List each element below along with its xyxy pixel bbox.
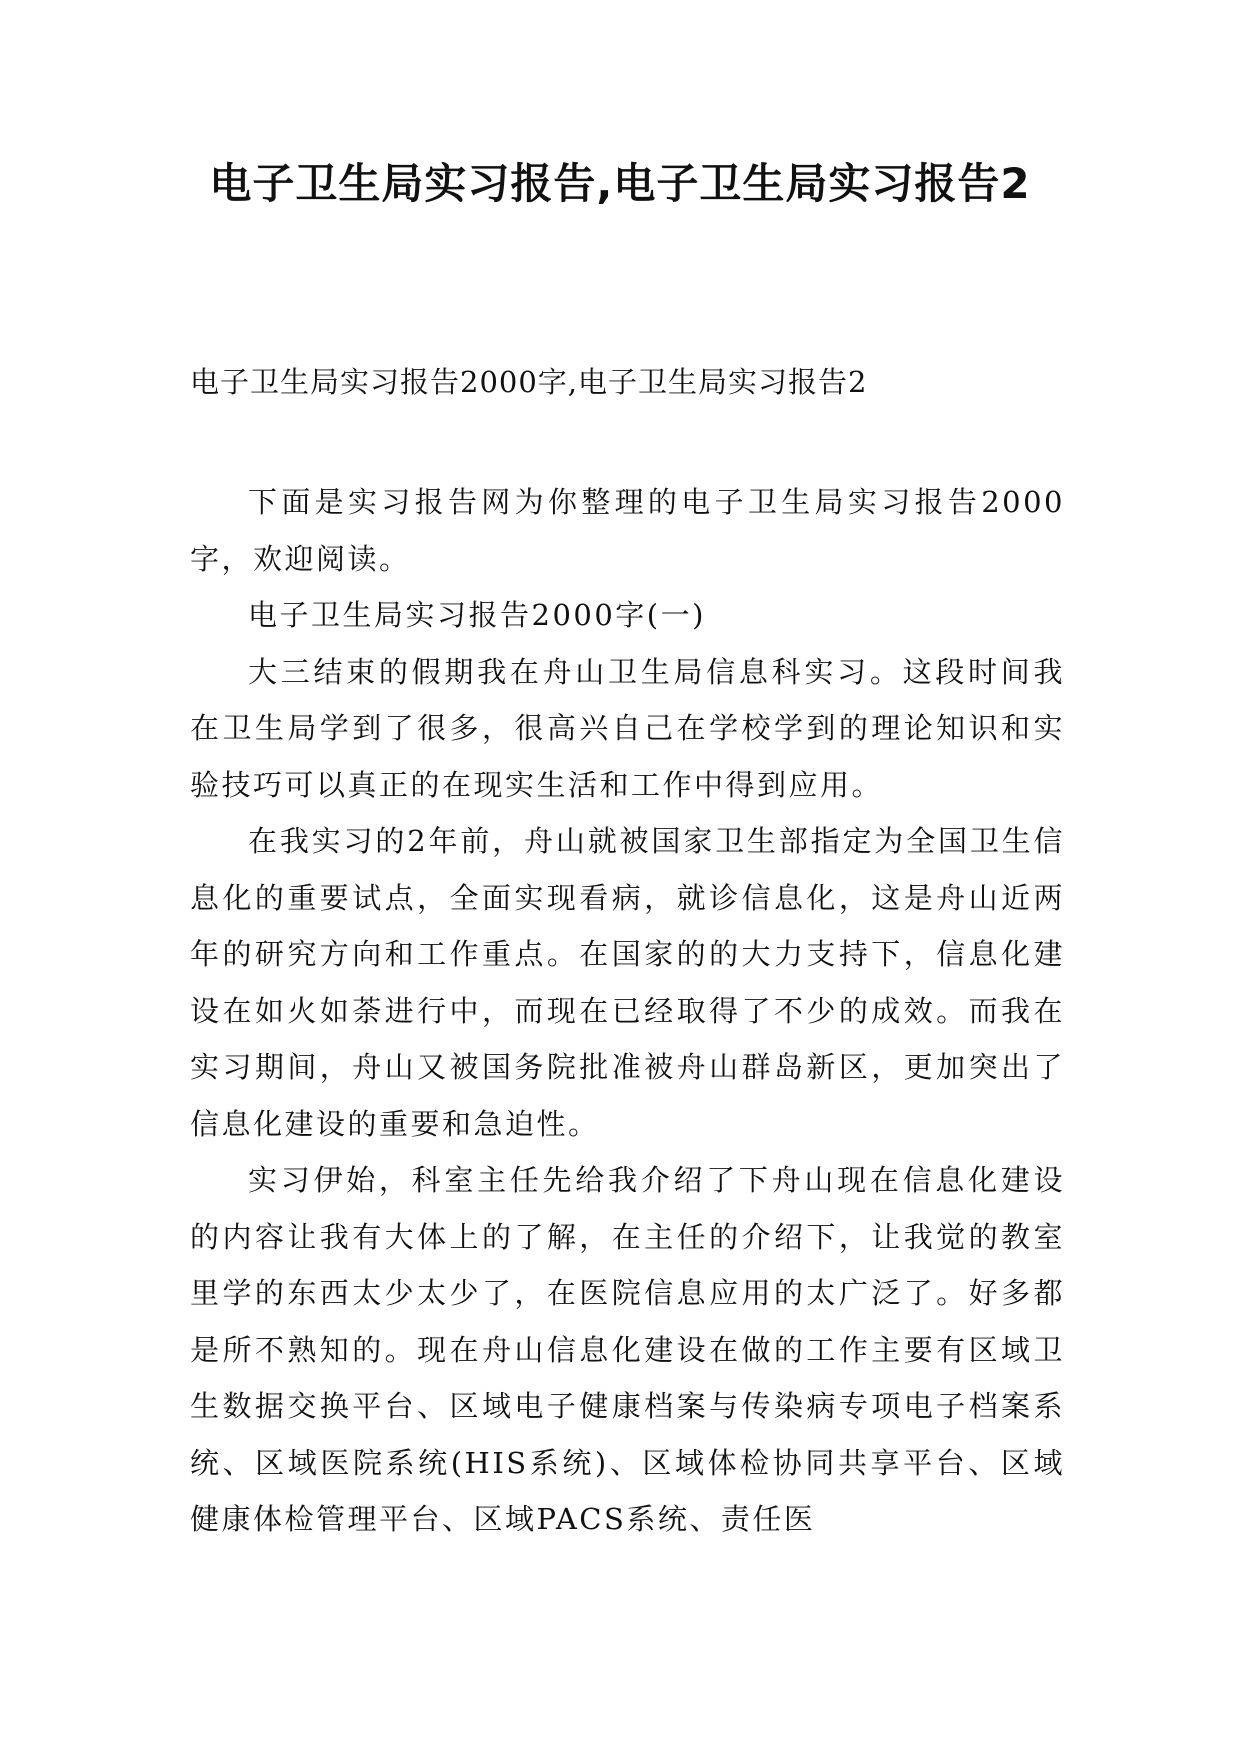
paragraph-work-content: 实习伊始，科室主任先给我介绍了下舟山现在信息化建设的内容让我有大体上的了解，在主任的介绍下，让我觉的教室里学的东西太少太少了，在医院信息应用的太广泛了。好多都是所不熟知的。现在舟山信息化建设在做的工作主要有区域卫生数据交换平台、区域电子健康档案与传染病专项电子档案系统、区域医院系统(HIS系统)、区域体检协同共享平台、区域健康体检管理平台、区域PACS系统、责任医 [190, 1163, 1065, 1536]
paragraph-section-heading: 电子卫生局实习报告2000字(一) [248, 598, 706, 632]
document-title: 电子卫生局实习报告,电子卫生局实习报告2 [209, 159, 1031, 208]
paragraph-intro: 下面是实习报告网为你整理的电子卫生局实习报告2000字，欢迎阅读。 [190, 485, 1065, 576]
paragraph-internship-start: 大三结束的假期我在舟山卫生局信息科实习。这段时间我在卫生局学到了很多，很高兴自己在学校学到的理论知识和实验技巧可以真正的在现实生活和工作中得到应用。 [190, 654, 1065, 802]
document-subtitle: 电子卫生局实习报告2000字,电子卫生局实习报告2 [190, 365, 868, 399]
document-body [190, 474, 1065, 1548]
paragraph-pilot-program: 在我实习的2年前，舟山就被国家卫生部指定为全国卫生信息化的重要试点，全面实现看病，就诊信息化，这是舟山近两年的研究方向和工作重点。在国家的的大力支持下，信息化建设在如火如荼进行中，而现在已经取得了不少的成效。而我在实习期间，舟山又被国务院批准被舟山群岛新区，更加突出了信息化建设的重要和急迫性。 [190, 824, 1065, 1141]
